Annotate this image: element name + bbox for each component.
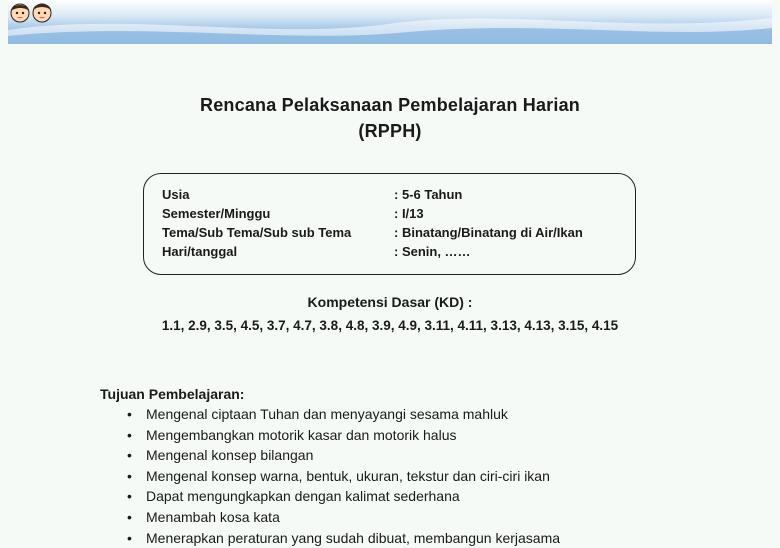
list-item-text: Mengembangkan motorik kasar dan motorik halus bbox=[146, 426, 457, 443]
list-item-text: Mengenal konsep bilangan bbox=[146, 447, 314, 464]
kd-codes: 1.1, 2.9, 3.5, 4.5, 3.7, 4.7, 3.8, 4.8, 3.9, 4.9, 3.11, 4.11, 3.13, 4.13, 3.15, 4.15 bbox=[161, 318, 619, 333]
bullet: • bbox=[127, 426, 132, 443]
info-box bbox=[143, 173, 636, 275]
info-value: : Binatang/Binatang di Air/Ikan bbox=[394, 225, 583, 240]
bullet: • bbox=[127, 488, 132, 505]
list-item bbox=[124, 486, 560, 507]
info-label: Tema/Sub Tema/Sub sub Tema bbox=[162, 225, 352, 240]
bullet: • bbox=[127, 529, 132, 546]
info-label: Hari/tanggal bbox=[162, 244, 238, 259]
list-item bbox=[124, 425, 560, 446]
tujuan-list bbox=[124, 404, 560, 548]
header-banner bbox=[8, 0, 772, 44]
bullet: • bbox=[127, 447, 132, 464]
list-item-text: Menerapkan peraturan yang sudah dibuat, membangun kerjasama bbox=[146, 529, 561, 546]
document-subtitle: (RPPH) bbox=[358, 121, 422, 141]
info-value: : I/13 bbox=[394, 206, 424, 221]
bullet: • bbox=[127, 508, 132, 525]
info-label: Semester/Minggu bbox=[162, 206, 271, 221]
bullet: • bbox=[127, 406, 132, 422]
list-item bbox=[124, 507, 560, 528]
two-children-faces-icon bbox=[8, 0, 54, 24]
document-title: Rencana Pelaksanaan Pembelajaran Harian bbox=[200, 95, 580, 115]
info-value: : Senin, …… bbox=[394, 244, 471, 259]
list-item-text: Menambah kosa kata bbox=[146, 508, 280, 525]
kd-heading: Kompetensi Dasar (KD) : bbox=[307, 294, 473, 310]
list-item-text: Mengenal konsep warna, bentuk, ukuran, tekstur dan ciri-ciri ikan bbox=[146, 467, 550, 484]
list-item bbox=[124, 404, 560, 425]
list-item-text: Mengenal ciptaan Tuhan dan menyayangi sesama mahluk bbox=[146, 406, 508, 422]
list-item bbox=[124, 528, 560, 548]
list-item bbox=[124, 445, 560, 466]
bullet: • bbox=[127, 467, 132, 484]
list-item bbox=[124, 466, 560, 487]
wave-decoration bbox=[8, 0, 772, 44]
list-item-text: Dapat mengungkapkan dengan kalimat sederhana bbox=[146, 488, 460, 505]
info-label: Usia bbox=[162, 187, 190, 202]
info-value: : 5-6 Tahun bbox=[394, 187, 463, 202]
tujuan-heading: Tujuan Pembelajaran: bbox=[100, 386, 245, 402]
